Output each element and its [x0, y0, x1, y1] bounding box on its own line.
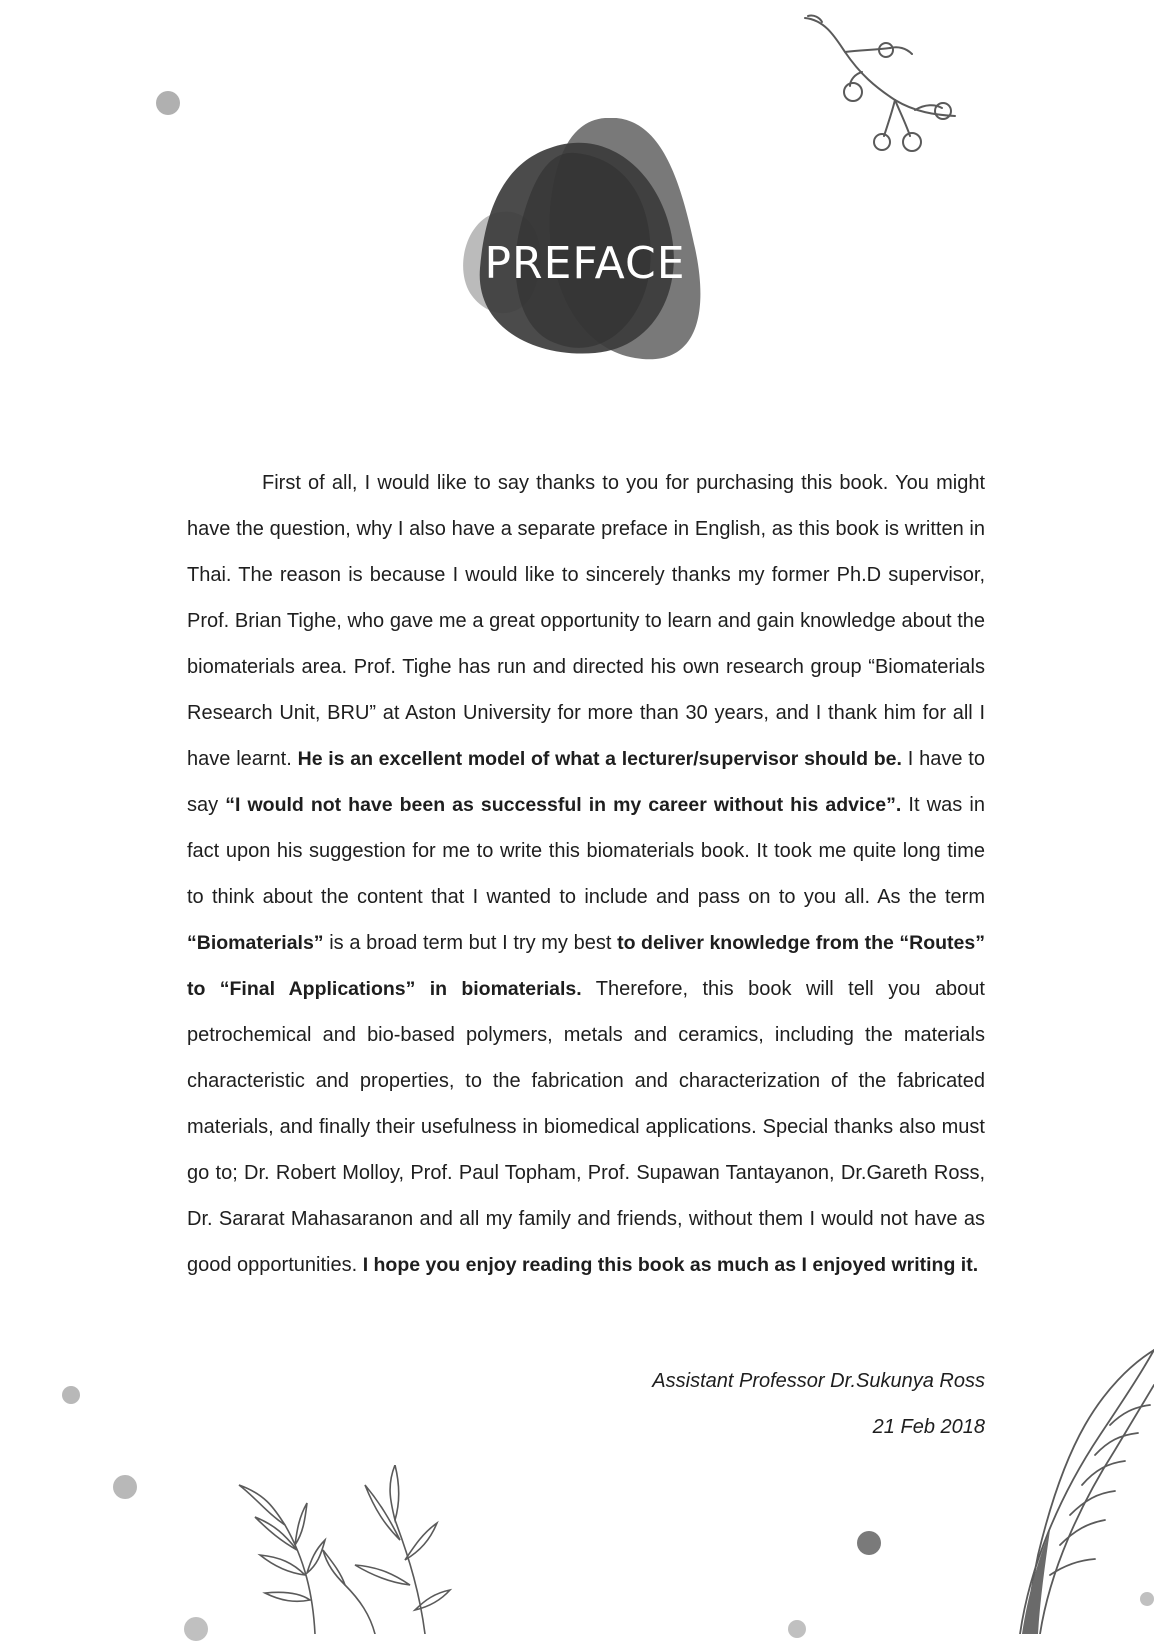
page-title: PREFACE	[484, 238, 686, 289]
preface-paragraph	[187, 460, 985, 1288]
emphasis-text: I hope you enjoy reading this book as much as I enjoyed writing it.	[362, 1254, 979, 1276]
signature-block	[652, 1358, 985, 1450]
body-text: First of all, I would like to say thanks to you for purchasing this book. You might have the question, why I also have a separate preface in English, as this book is written in Thai. The reason is because I would like to sincerely thanks my former Ph.D supervisor, Prof. Brian Tighe, who gave me a great opportunity to learn and gain knowledge about the biomaterials area. Prof. Tighe has run and directed his own research group “Biomaterials Research Unit, BRU” at Aston University for more than 30 years, and I thank him for all I have learnt.	[187, 472, 985, 770]
body-text: I have to say	[187, 748, 985, 816]
body-text: It was in fact upon his suggestion for me to write this biomaterials book. It took me quite long time to think about the content that I wanted to include and pass on to you all. As the term	[187, 794, 985, 908]
decorative-dot	[156, 91, 180, 115]
decorative-dot	[857, 1531, 881, 1555]
signature-date: 21 Feb 2018	[872, 1416, 985, 1438]
decorative-dot	[62, 1386, 80, 1404]
body-text: Therefore, this book will tell you about petrochemical and bio-based polymers, metals and ceramics, including the materials characteristic and properties, to the fabrication and characterization of the fabricated materials, and finally their usefulness in biomedical applications. Special thanks also must go to; Dr. Robert Molloy, Prof. Paul Topham, Prof. Supawan Tantayanon, Dr.Gareth Ross, Dr. Sararat Mahasaranon and all my family and friends, without them I would not have as good opportunities.	[187, 978, 985, 1276]
emphasis-text: “Biomaterials”	[187, 932, 324, 954]
feather-icon	[1010, 1345, 1154, 1634]
decorative-dot	[184, 1617, 208, 1641]
emphasis-text: He is an excellent model of what a lecturer/supervisor should be.	[297, 748, 902, 770]
emphasis-text: to deliver knowledge from the “Routes” to “Final Applications” in biomaterials.	[187, 932, 985, 1000]
body-text: is a broad term but I try my best	[323, 932, 618, 954]
decorative-dot	[788, 1620, 806, 1638]
emphasis-text: “I would not have been as successful in my career without his advice”.	[225, 794, 902, 816]
branch-sprig-icon	[800, 12, 980, 162]
leaf-sprig-icon	[225, 1465, 455, 1634]
author-name: Assistant Professor Dr.Sukunya Ross	[652, 1370, 985, 1392]
decorative-dot	[113, 1475, 137, 1499]
